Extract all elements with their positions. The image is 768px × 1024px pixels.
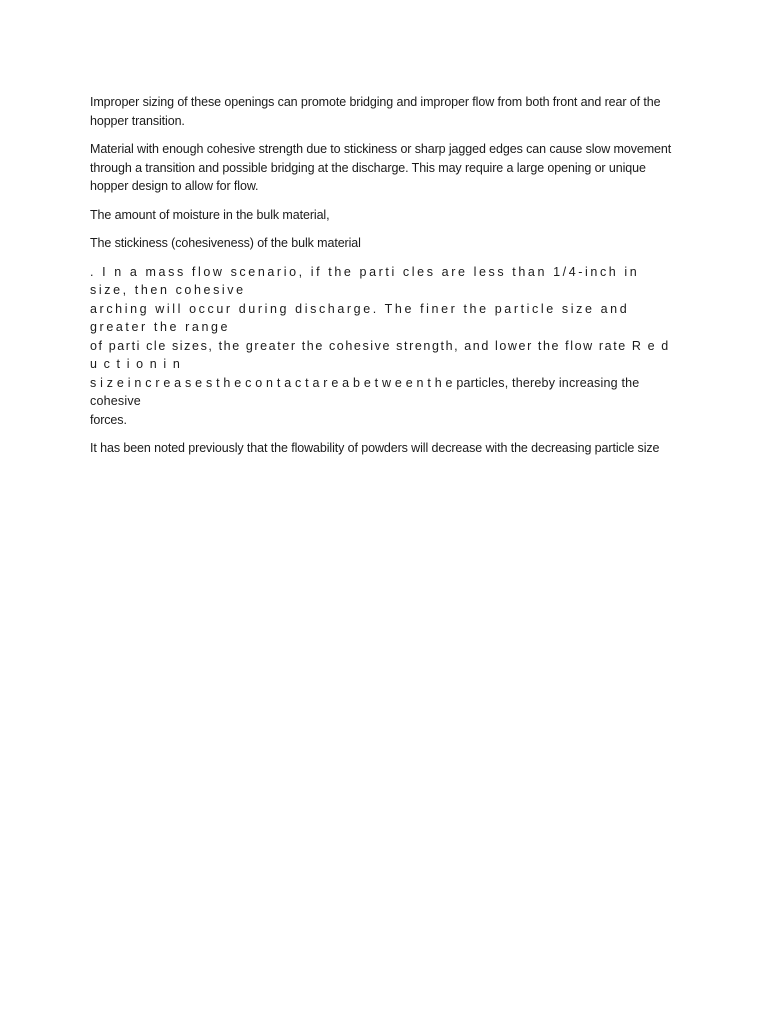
document-body bbox=[90, 93, 680, 468]
mass-flow-line-5: forces. bbox=[90, 412, 127, 427]
paragraph-mass-flow bbox=[90, 263, 680, 430]
mass-flow-line-2: arching will occur during discharge. The finer the particle size and greater the range bbox=[90, 301, 630, 334]
mass-flow-line-3: of parti cle sizes, the greater the cohesive strength, and lower the flow rate R e d u c t i o n i n bbox=[90, 338, 670, 371]
mass-flow-line-1: . I n a mass flow scenario, if the parti cles are less than 1/4-inch in size, then cohesive bbox=[90, 264, 640, 297]
mass-flow-line-4: s i z e i n c r e a s e s t h e c o n t a c t a r e a b e t w e e n t h e particles, thereby increasing the cohesive bbox=[90, 375, 640, 408]
paragraph-moisture: The amount of moisture in the bulk material, bbox=[90, 207, 330, 222]
paragraph-cohesive-strength: Material with enough cohesive strength due to stickiness or sharp jagged edges can cause slow movement through a transition and possible bridging at the discharge. This may require a large opening or unique hopper design to allow for flow. bbox=[90, 142, 672, 193]
paragraph-opening-sizing: Improper sizing of these openings can promote bridging and improper flow from both front and rear of the hopper transition. bbox=[90, 95, 661, 128]
paragraph-flowability: It has been noted previously that the flowability of powders will decrease with the decreasing particle size bbox=[90, 441, 660, 455]
paragraph-stickiness: The stickiness (cohesiveness) of the bulk material bbox=[90, 236, 361, 250]
